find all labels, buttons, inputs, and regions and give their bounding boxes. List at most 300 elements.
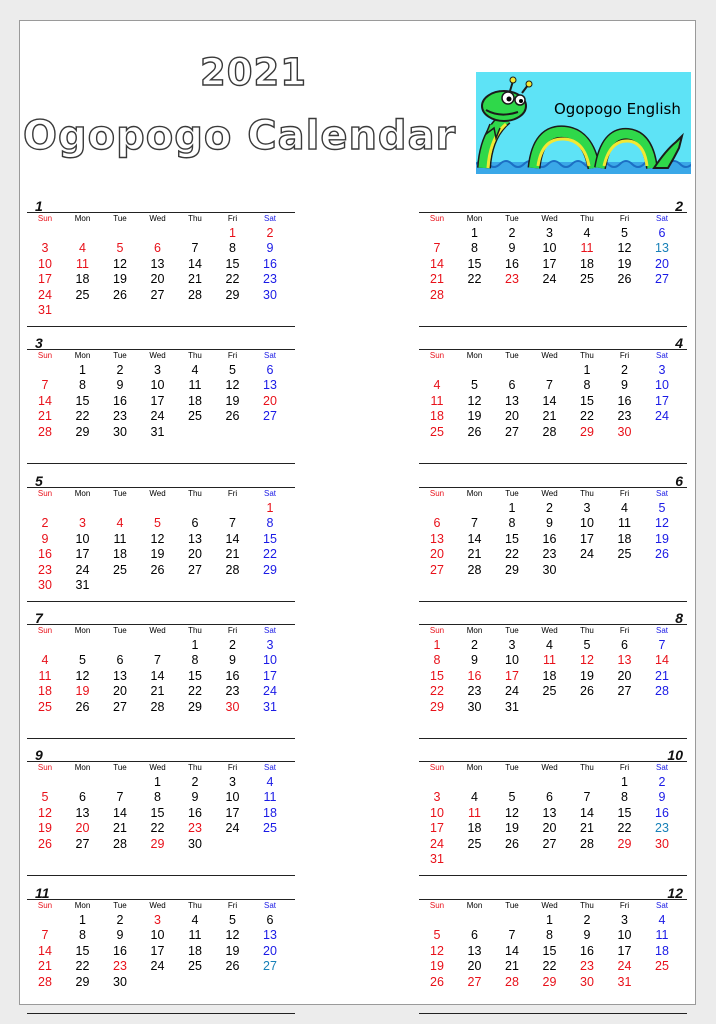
day-cell: 12: [225, 928, 240, 943]
day-cell: 22: [188, 684, 202, 699]
weekday-label: Mon: [74, 214, 91, 223]
day-cell: 14: [225, 531, 240, 546]
weekday-label: Tue: [113, 351, 127, 360]
day-cell: 4: [583, 226, 591, 240]
day-cell: 3: [583, 501, 591, 515]
day-cell: 4: [41, 653, 49, 668]
weekday-label: Thu: [580, 489, 594, 498]
day-cell: 17: [38, 272, 52, 287]
day-cell: 27: [263, 959, 277, 974]
day-cell: 21: [38, 409, 52, 424]
weekday-header: [27, 624, 295, 637]
weekday-label: Tue: [113, 214, 127, 223]
day-cell: 15: [467, 256, 482, 271]
day-cell: 7: [41, 378, 49, 393]
day-cell: 25: [113, 562, 127, 577]
day-cell: 2: [229, 638, 236, 652]
day-cell: 23: [38, 562, 52, 577]
month-number: 4: [675, 335, 683, 351]
weekday-label: Fri: [619, 626, 630, 635]
day-cell: 4: [191, 363, 199, 377]
month-6: [419, 473, 687, 602]
day-cell: 3: [154, 363, 161, 377]
day-cell: 17: [75, 547, 90, 562]
day-cell: 27: [263, 409, 277, 424]
day-cell: 26: [580, 684, 594, 699]
weekday-label: Mon: [466, 214, 483, 223]
weekday-label: Fri: [619, 763, 630, 772]
day-cell: 10: [580, 516, 594, 531]
day-cell: 19: [75, 684, 90, 699]
day-cell: 29: [542, 974, 557, 989]
month-number: 9: [35, 747, 43, 763]
weekday-label: Fri: [227, 901, 238, 910]
weekday-label: Fri: [227, 626, 238, 635]
day-cell: 11: [543, 653, 556, 668]
day-cell: 13: [430, 531, 444, 546]
day-cell: 22: [430, 684, 444, 699]
month-number: 11: [35, 885, 50, 901]
day-cell: 14: [113, 805, 127, 820]
day-cell: 25: [542, 684, 557, 699]
day-cell: 28: [225, 562, 240, 577]
day-cell: 6: [116, 653, 124, 668]
day-cell: 25: [75, 287, 90, 302]
day-cell: 16: [225, 668, 240, 683]
month-number: 7: [35, 610, 43, 626]
day-cell: 14: [655, 653, 669, 668]
day-cell: 17: [505, 668, 519, 683]
day-cell: 8: [621, 790, 628, 805]
day-cell: 28: [113, 836, 127, 851]
day-cell: 16: [542, 531, 557, 546]
weekday-label: Sun: [37, 351, 53, 360]
day-cell: 23: [113, 959, 127, 974]
day-cell: 20: [188, 547, 202, 562]
day-cell: 24: [150, 409, 165, 424]
day-cell: 21: [225, 547, 240, 562]
day-cell: 6: [266, 913, 274, 927]
day-cell: 4: [79, 241, 86, 256]
day-cell: 19: [150, 547, 165, 562]
day-cell: 1: [191, 638, 199, 652]
day-cell: 11: [263, 790, 277, 805]
day-cell: 6: [471, 928, 478, 943]
day-cell: 24: [225, 821, 240, 836]
day-cell: 11: [580, 241, 594, 256]
day-cell: 27: [655, 272, 669, 287]
day-cell: 7: [154, 653, 161, 668]
day-cell: 18: [38, 684, 52, 699]
day-cell: 9: [266, 241, 274, 256]
day-cell: 6: [546, 790, 553, 805]
weekday-label: Thu: [188, 901, 202, 910]
day-cell: 7: [471, 516, 478, 531]
day-cell: 9: [229, 653, 236, 668]
day-cell: 5: [433, 928, 441, 943]
day-cell: 13: [75, 805, 90, 820]
day-cell: 2: [116, 913, 124, 927]
day-cell: 24: [580, 547, 594, 562]
day-cell: 11: [76, 256, 89, 271]
day-cell: 9: [658, 790, 666, 805]
day-cell: 30: [655, 836, 669, 851]
weekday-label: Wed: [541, 763, 558, 772]
day-cell: 15: [430, 668, 444, 683]
day-cell: 6: [154, 241, 161, 256]
day-cell: 15: [542, 943, 557, 958]
weekday-label: Wed: [149, 901, 166, 910]
day-cell: 22: [542, 959, 557, 974]
day-cell: 13: [617, 653, 632, 668]
day-cell: 13: [542, 805, 557, 820]
day-cell: 29: [75, 974, 90, 989]
day-cell: 31: [75, 578, 90, 592]
day-cell: 12: [655, 516, 669, 531]
day-cell: 18: [542, 668, 557, 683]
day-cell: 14: [467, 531, 482, 546]
weekday-label: Sun: [429, 489, 445, 498]
month-11: [27, 885, 295, 1014]
weekday-header: [27, 212, 295, 225]
weekday-header: [27, 349, 295, 362]
day-cell: 28: [188, 287, 202, 302]
day-cell: 8: [546, 928, 553, 943]
day-cell: 29: [617, 836, 632, 851]
day-cell: 17: [225, 805, 240, 820]
day-cell: 7: [546, 378, 553, 393]
weekday-label: Thu: [188, 626, 202, 635]
day-cell: 6: [621, 638, 628, 652]
month-12: [419, 885, 687, 1014]
day-cell: 5: [79, 653, 86, 668]
day-cell: 28: [542, 424, 557, 439]
weekday-label: Fri: [619, 489, 630, 498]
day-cell: 6: [191, 516, 199, 531]
weekday-label: Fri: [619, 214, 630, 223]
day-cell: 23: [263, 272, 277, 287]
month-7: [27, 610, 295, 739]
day-cell: 7: [433, 241, 441, 256]
day-cell: 8: [508, 516, 516, 531]
weekday-label: Tue: [113, 901, 127, 910]
weekday-label: Wed: [149, 626, 166, 635]
day-cell: 14: [542, 393, 557, 408]
day-cell: 8: [433, 653, 441, 668]
day-cell: 7: [658, 638, 666, 652]
day-cell: 30: [263, 287, 277, 302]
weekday-header: [419, 761, 687, 774]
weekday-label: Sat: [263, 763, 276, 772]
day-cell: 20: [113, 684, 127, 699]
day-cell: 14: [38, 943, 52, 958]
weekday-label: Mon: [74, 763, 91, 772]
weekday-label: Thu: [580, 214, 594, 223]
weekday-label: Sat: [655, 351, 668, 360]
day-cell: 6: [266, 363, 274, 377]
day-cell: 20: [617, 668, 632, 683]
weekday-label: Wed: [541, 351, 558, 360]
day-cell: 30: [113, 974, 127, 989]
day-cell: 8: [266, 516, 274, 531]
weekday-label: Tue: [113, 489, 127, 498]
day-cell: 11: [188, 378, 202, 393]
weekday-label: Fri: [227, 763, 238, 772]
day-cell: 5: [471, 378, 478, 393]
day-cell: 22: [150, 821, 165, 836]
day-cell: 30: [467, 699, 482, 714]
day-cell: 10: [150, 378, 165, 393]
weekday-label: Wed: [149, 489, 166, 498]
weekday-label: Sun: [37, 489, 53, 498]
day-cell: 4: [546, 638, 553, 652]
logo-text: Ogopogo English: [554, 100, 681, 118]
day-cell: 5: [583, 638, 591, 652]
day-cell: 12: [617, 241, 632, 256]
day-cell: 20: [430, 547, 444, 562]
month-4: [419, 335, 687, 464]
day-cell: 15: [188, 668, 202, 683]
day-cell: 11: [655, 928, 669, 943]
day-cell: 18: [75, 272, 90, 287]
day-cell: 15: [75, 943, 90, 958]
day-cell: 25: [617, 547, 632, 562]
day-cell: 3: [433, 790, 441, 805]
day-cell: 23: [505, 272, 519, 287]
day-cell: 19: [580, 668, 594, 683]
weekday-label: Mon: [74, 901, 91, 910]
month-8: [419, 610, 687, 739]
weekday-label: Mon: [466, 901, 483, 910]
day-cell: 19: [617, 256, 632, 271]
day-cell: 16: [617, 393, 632, 408]
day-cell: 23: [542, 547, 557, 562]
day-cell: 5: [116, 241, 124, 256]
day-cell: 21: [505, 959, 519, 974]
day-cell: 27: [467, 974, 482, 989]
day-cell: 1: [621, 775, 628, 789]
weekday-label: Wed: [541, 901, 558, 910]
day-cell: 8: [191, 653, 199, 668]
weekday-header: [419, 899, 687, 912]
day-cell: 27: [150, 287, 165, 302]
day-cell: 3: [658, 363, 666, 377]
day-cell: 13: [467, 943, 482, 958]
day-cell: 1: [229, 226, 236, 240]
day-cell: 10: [655, 378, 669, 393]
day-cell: 1: [546, 913, 553, 927]
day-cell: 29: [263, 562, 277, 577]
day-cell: 20: [467, 959, 482, 974]
day-cell: 24: [75, 562, 90, 577]
day-cell: 25: [655, 959, 669, 974]
day-cell: 22: [263, 547, 277, 562]
day-cell: 16: [113, 943, 127, 958]
day-cell: 22: [505, 547, 519, 562]
day-cell: 23: [617, 409, 632, 424]
day-cell: 20: [263, 393, 277, 408]
day-cell: 5: [621, 226, 628, 240]
day-cell: 26: [113, 287, 127, 302]
day-cell: 31: [617, 974, 632, 989]
weekday-label: Tue: [505, 763, 519, 772]
weekday-label: Mon: [74, 626, 91, 635]
weekday-label: Fri: [227, 351, 238, 360]
day-cell: 2: [266, 226, 274, 240]
day-cell: 19: [655, 531, 669, 546]
day-cell: 11: [188, 928, 202, 943]
day-cell: 21: [188, 272, 202, 287]
weekday-label: Thu: [188, 489, 202, 498]
day-cell: 1: [471, 226, 478, 240]
day-cell: 13: [113, 668, 127, 683]
day-cell: 10: [75, 531, 90, 546]
day-cell: 10: [225, 790, 240, 805]
month-5: [27, 473, 295, 602]
day-cell: 10: [617, 928, 632, 943]
day-cell: 18: [188, 393, 202, 408]
weekday-label: Sun: [37, 901, 53, 910]
day-cell: 9: [191, 790, 199, 805]
day-cell: 1: [154, 775, 161, 789]
day-cell: 7: [583, 790, 591, 805]
day-cell: 9: [546, 516, 553, 531]
day-cell: 6: [508, 378, 516, 393]
calendar-year: 2021: [200, 51, 307, 94]
weekday-label: Sun: [37, 626, 53, 635]
day-cell: 20: [75, 821, 90, 836]
weekday-label: Wed: [541, 489, 558, 498]
day-cell: 2: [508, 226, 516, 240]
day-cell: 10: [542, 241, 557, 256]
day-cell: 21: [467, 547, 482, 562]
weekday-header: [419, 487, 687, 500]
day-cell: 11: [113, 531, 127, 546]
day-cell: 11: [618, 516, 631, 531]
month-number: 2: [675, 198, 683, 214]
day-cell: 28: [38, 974, 52, 989]
day-cell: 27: [430, 562, 444, 577]
day-cell: 5: [508, 790, 516, 805]
day-cell: 24: [150, 959, 165, 974]
day-cell: 10: [263, 653, 277, 668]
weekday-label: Thu: [580, 901, 594, 910]
day-cell: 11: [430, 393, 444, 408]
day-cell: 28: [467, 562, 482, 577]
day-cell: 6: [433, 516, 441, 531]
day-cell: 20: [655, 256, 669, 271]
day-cell: 22: [467, 272, 482, 287]
weekday-label: Sat: [263, 351, 276, 360]
day-cell: 15: [225, 256, 240, 271]
day-cell: 10: [38, 256, 52, 271]
day-cell: 18: [113, 547, 127, 562]
month-3: [27, 335, 295, 464]
day-cell: 23: [467, 684, 482, 699]
calendar-title: Ogopogo Calendar: [23, 113, 457, 159]
month-2: [419, 198, 687, 327]
day-cell: 16: [467, 668, 482, 683]
day-cell: 30: [580, 974, 594, 989]
day-cell: 21: [580, 821, 594, 836]
day-cell: 11: [468, 805, 481, 820]
day-cell: 15: [150, 805, 165, 820]
day-cell: 11: [38, 668, 52, 683]
day-cell: 4: [433, 378, 441, 393]
day-cell: 13: [188, 531, 202, 546]
day-cell: 21: [542, 409, 557, 424]
weekday-header: [419, 212, 687, 225]
day-cell: 20: [263, 943, 277, 958]
day-cell: 1: [433, 638, 441, 652]
day-cell: 13: [505, 393, 519, 408]
day-cell: 18: [580, 256, 594, 271]
day-cell: 12: [75, 668, 90, 683]
day-cell: 8: [471, 241, 478, 256]
weekday-label: Wed: [149, 214, 166, 223]
day-cell: 24: [38, 287, 52, 302]
weekday-label: Sun: [429, 763, 445, 772]
day-cell: 29: [75, 424, 90, 439]
day-cell: 16: [38, 547, 52, 562]
weekday-label: Tue: [113, 626, 127, 635]
day-cell: 22: [580, 409, 594, 424]
month-number: 3: [35, 335, 43, 351]
month-1: [27, 198, 295, 327]
day-cell: 1: [508, 501, 516, 515]
weekday-label: Sat: [655, 901, 668, 910]
weekday-header: [27, 899, 295, 912]
month-number: 5: [35, 473, 43, 489]
weekday-header: [419, 624, 687, 637]
day-cell: 17: [430, 821, 444, 836]
day-cell: 29: [225, 287, 240, 302]
weekday-label: Wed: [541, 626, 558, 635]
day-cell: 24: [617, 959, 632, 974]
day-cell: 14: [188, 256, 202, 271]
day-cell: 2: [621, 363, 628, 377]
day-cell: 30: [188, 836, 202, 851]
day-cell: 2: [41, 516, 49, 531]
day-cell: 26: [38, 836, 52, 851]
day-cell: 7: [41, 928, 49, 943]
day-cell: 21: [430, 272, 444, 287]
day-cell: 25: [38, 699, 52, 714]
weekday-label: Sun: [37, 763, 53, 772]
day-cell: 7: [191, 241, 199, 256]
day-cell: 16: [655, 805, 669, 820]
day-cell: 27: [542, 836, 557, 851]
day-cell: 3: [621, 913, 628, 927]
day-cell: 6: [658, 226, 666, 240]
day-cell: 16: [113, 393, 127, 408]
day-cell: 2: [546, 501, 553, 515]
day-cell: 3: [508, 638, 516, 652]
day-cell: 2: [116, 363, 124, 377]
day-cell: 27: [75, 836, 90, 851]
weekday-label: Sat: [655, 489, 668, 498]
day-cell: 27: [505, 424, 519, 439]
weekday-label: Mon: [466, 763, 483, 772]
day-cell: 2: [191, 775, 199, 789]
day-cell: 15: [617, 805, 632, 820]
calendar-page: [19, 20, 696, 1005]
day-cell: 12: [113, 256, 127, 271]
day-cell: 22: [617, 821, 632, 836]
day-cell: 7: [116, 790, 124, 805]
day-cell: 1: [266, 501, 274, 515]
day-cell: 9: [621, 378, 628, 393]
